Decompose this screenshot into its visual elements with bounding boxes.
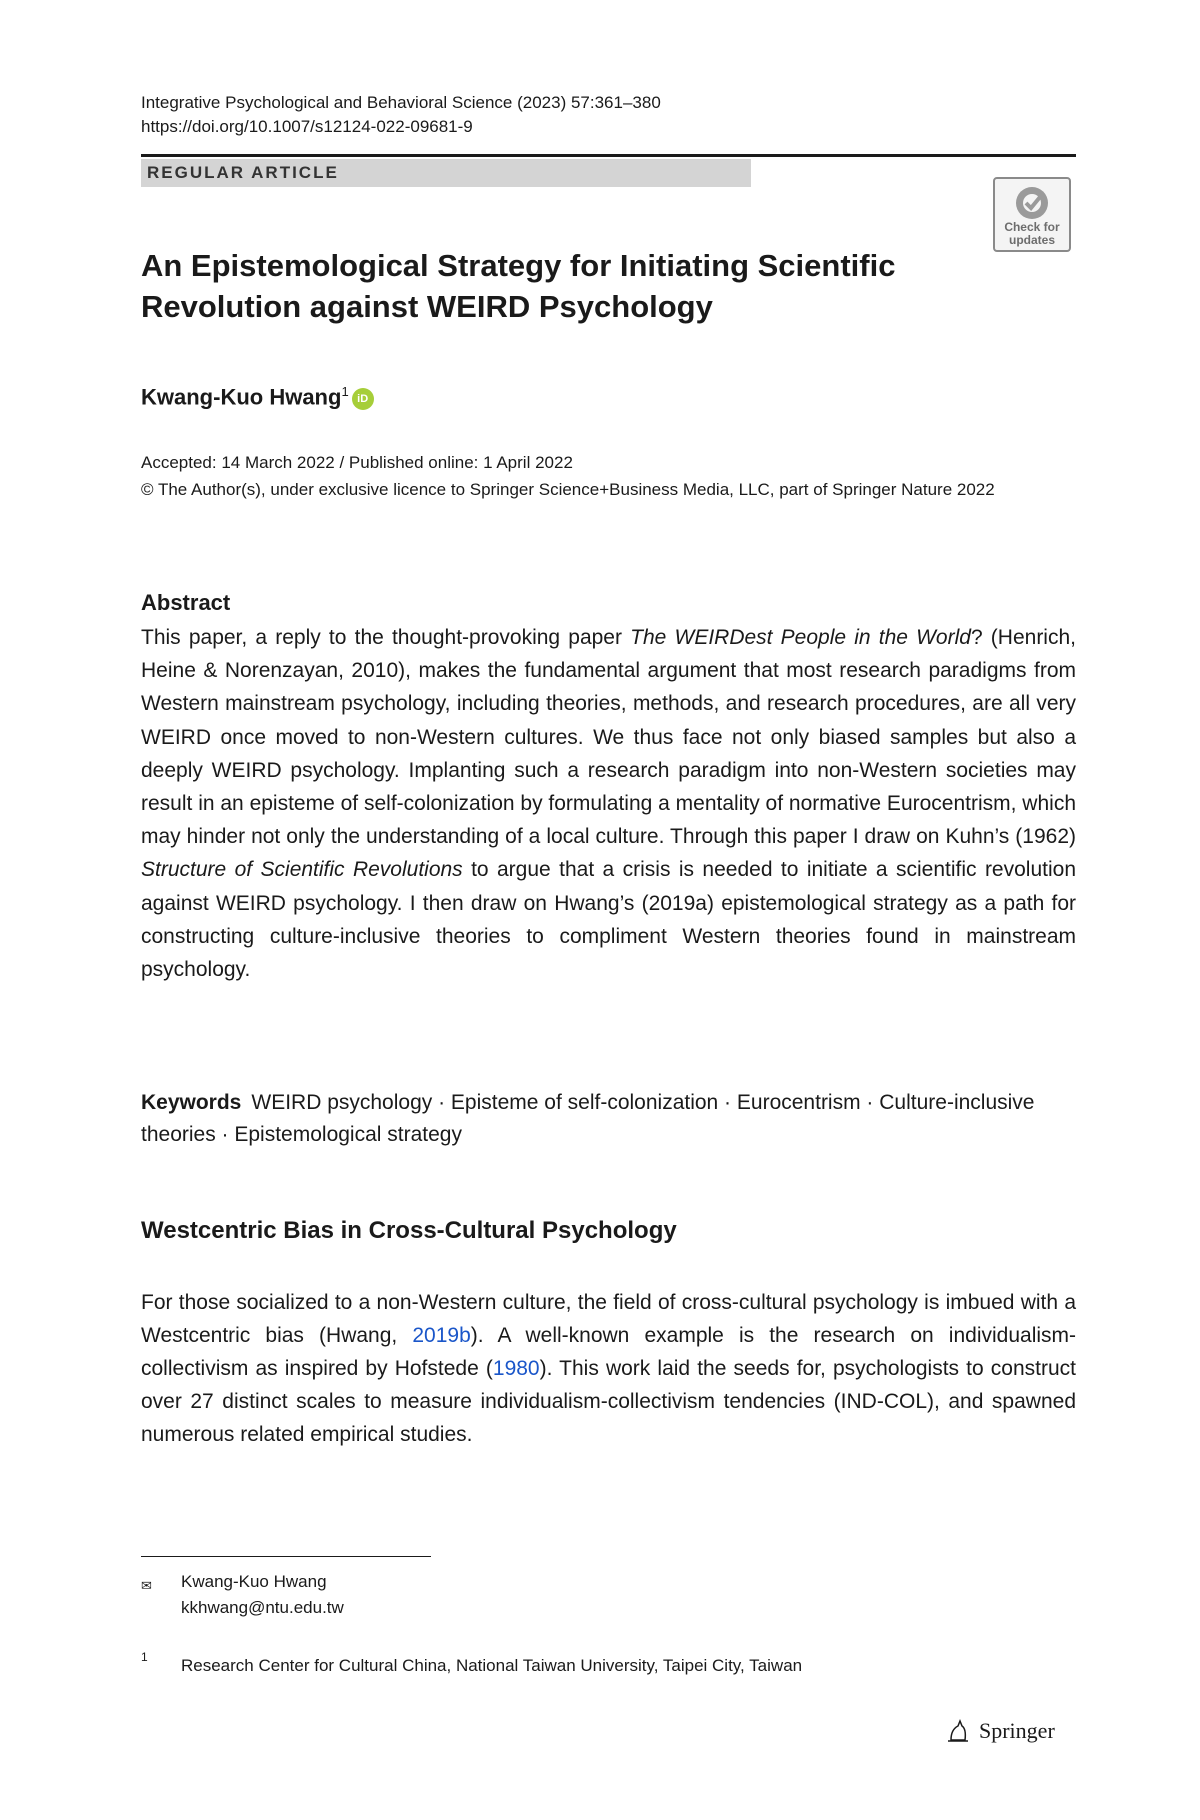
correspondent-name: Kwang-Kuo Hwang (181, 1572, 327, 1591)
citation-link[interactable]: 1980 (492, 1357, 540, 1380)
author-affiliation-sup: 1 (341, 384, 349, 399)
author-name[interactable]: Kwang-Kuo Hwang (141, 384, 342, 410)
author-line (141, 377, 374, 412)
keywords-label: Keywords (141, 1091, 242, 1114)
article-title: An Epistemological Strategy for Initiating Scientific Revolution against WEIRD Psychology (141, 248, 896, 324)
check-updates-label: Check for updates (1004, 220, 1060, 247)
affiliation-text: Research Center for Cultural China, National Taiwan University, Taipei City, Taiwan (181, 1656, 803, 1675)
publisher-name: Springer (979, 1718, 1055, 1743)
header-rule (141, 154, 1076, 157)
section-paragraph (141, 1286, 1076, 1451)
journal-citation: Integrative Psychological and Behavioral Science (2023) 57:361–380 (141, 93, 661, 112)
abstract-text (141, 621, 1076, 986)
affiliation-number: 1 (141, 1650, 148, 1664)
check-for-updates-badge[interactable] (993, 177, 1071, 252)
section-text-part: ). A well-known example is the research on individualism-collectivism as inspired by Hofstede ( (141, 1324, 1077, 1380)
springer-horse-icon (945, 1718, 971, 1744)
check-updates-icon (1012, 185, 1052, 221)
citation-link[interactable]: 2019b (412, 1324, 471, 1347)
publication-dates: Accepted: 14 March 2022 / Published online: 1 April 2022 (141, 453, 573, 472)
abstract-text-part: This paper, a reply to the thought-provoking paper (141, 626, 631, 649)
abstract-cited-title: The WEIRDest People in the World (630, 626, 971, 649)
doi-link[interactable]: https://doi.org/10.1007/s12124-022-09681-9 (141, 117, 473, 136)
abstract-text-part: ? (Henrich, Heine & Norenzayan, 2010), makes the fundamental argument that most research paradigms from Western mainstream psychology, including theories, methods, and research procedures, are all very WEIRD once moved to non-Western cultures. We thus face not only biased samples but also a deeply WEIRD psychology. Implanting such a research paradigm into non-Western societies may result in an episteme of self-colonization by formulating a mentality of normative Eurocentrism, which may hinder not only the understanding of a local culture. Through this paper I draw on Kuhn’s (1962) (141, 626, 1076, 849)
article-type-banner: REGULAR ARTICLE (141, 159, 751, 187)
footnote-rule (141, 1556, 431, 1557)
keywords (141, 1087, 1076, 1151)
section-text-part: For those socialized to a non-Western culture, the field of cross-cultural psychology is imbued with a Westcentric bias (Hwang, (141, 1291, 1076, 1347)
envelope-icon: ✉ (141, 1578, 152, 1593)
copyright-notice: © The Author(s), under exclusive licence to Springer Science+Business Media, LLC, part of Springer Nature 2022 (141, 480, 995, 499)
correspondent-email[interactable]: kkhwang@ntu.edu.tw (181, 1598, 344, 1617)
orcid-icon[interactable]: iD (352, 388, 374, 410)
abstract-cited-title: Structure of Scientific Revolutions (141, 858, 463, 882)
abstract-heading: Abstract (141, 590, 231, 615)
abstract-text-part: to argue that a crisis is needed to initiate a scientific revolution against WEIRD psychology. I then draw on Hwang’s (2019a) epistemological strategy as a path for constructing culture-inclusive theories to compliment Western theories found in mainstream psychology. (141, 858, 1076, 982)
section-heading: Westcentric Bias in Cross-Cultural Psychology (141, 1217, 677, 1244)
keywords-list: WEIRD psychology · Episteme of self-colonization · Eurocentrism · Culture-inclusive theories · Epistemological strategy (141, 1091, 1035, 1146)
section-text-part: ). This work laid the seeds for, psychologists to construct over 27 distinct scales to measure individualism-collectivism tendencies (IND-COL), and spawned numerous related empirical studies. (141, 1357, 1076, 1446)
springer-logo (945, 1716, 1080, 1748)
